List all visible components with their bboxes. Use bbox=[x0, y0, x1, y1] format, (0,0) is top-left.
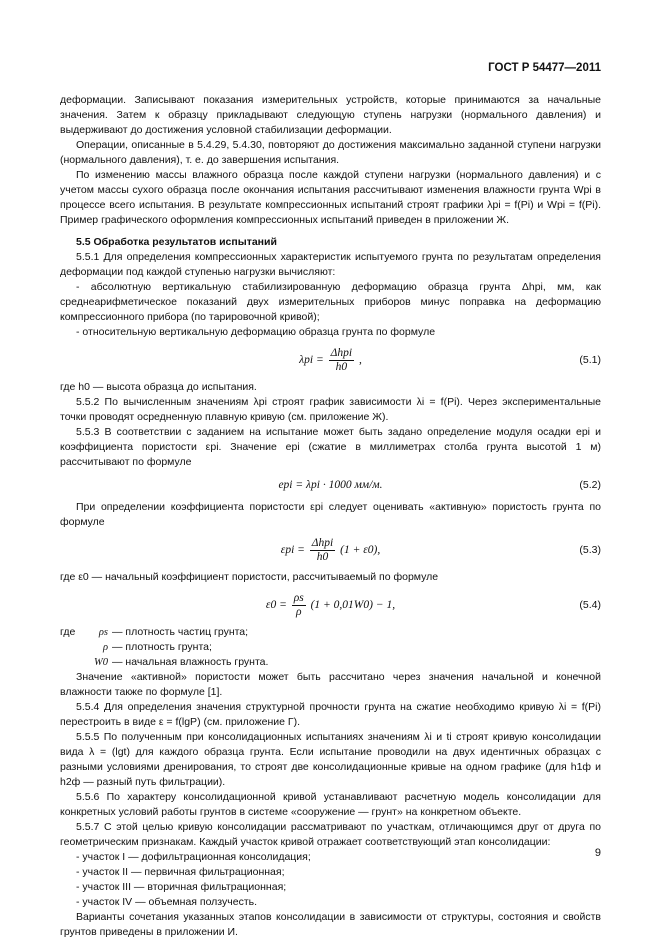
list-item: - участок II — первичная фильтрационная; bbox=[76, 866, 285, 878]
paragraph-5-5-5: 5.5.5 По полученным при консолидационных испытаниях значениям λi и ti строят кривую консолидации вида λ = (lgt) для каждого образца грунта. Если испытание проводили на двух идентичных образцах с разными условиями дренирования, то строят две консолидационные кривые на одном графике (для h1ф и h2ф — разный путь фильтрации). bbox=[60, 731, 601, 788]
paragraph-5-5-7: 5.5.7 С этой целью кривую консолидации рассматривают по участкам, отличающимся друг от друга по геометрическим признакам. Каждый участок кривой отражает соответствующий этап консолидации: bbox=[60, 821, 601, 848]
paragraph-5-5-6: 5.5.6 По характеру консолидационной кривой устанавливают расчетную модель консолидации для конкретных условий работы грунтов в системе «сооружение — грунт» на конкретном объекте. bbox=[60, 791, 601, 818]
list-item: - участок I — дофильтрационная консолидация; bbox=[76, 851, 311, 863]
paragraph: деформации. Записывают показания измерительных устройств, которые принимаются за начальные значения. Затем к образцу прикладывают следующую ступень нагрузки (нормального давления) и выдерживают до достижения условной стабилизации деформации. bbox=[60, 94, 601, 136]
paragraph-5-5-1: 5.5.1 Для определения компрессионных характеристик испытуемого грунта по результатам определения деформации под каждой ступенью нагрузки вычисляют: bbox=[60, 251, 601, 278]
list-item: - участок IV — объемная ползучесть. bbox=[76, 896, 258, 908]
formula-number: (5.1) bbox=[579, 354, 601, 366]
formula-lhs: λpi = bbox=[299, 354, 324, 366]
list-item: - абсолютную вертикальную стабилизированную деформацию образца грунта Δhpi, мм, как среднеарифметическое показаний двух измерительных приборов минус поправка на деформацию компрессионного прибора (по тарировочной кривой); bbox=[60, 281, 601, 323]
paragraph-5-5-3: 5.5.3 В соответствии с заданием на испытание может быть задано определение модуля осадки epi и коэффициента пористости εpi. Значение epi (сжатие в миллиметрах столба грунта высотой 1 м) рассчитывают по формуле bbox=[60, 426, 601, 468]
fraction: $\frac{\rho s}{\rho}$ bbox=[293, 591, 304, 618]
formula-number: (5.3) bbox=[579, 544, 601, 556]
paragraph: Операции, описанные в 5.4.29, 5.4.30, повторяют до достижения максимально заданной ступени нагрузки (нормального давления), т. е. до завершения испытания. bbox=[60, 139, 601, 166]
formula-5-3: εpi = $\frac{\text{Δhpi}}{h0}$ (1 + ε0), (5.3) bbox=[60, 533, 601, 567]
list-item: W0 — начальная влажность грунта. bbox=[94, 656, 269, 668]
list-item: где ρs — плотность частиц грунта; bbox=[60, 626, 249, 638]
formula-5-2: epi = λpi · 1000 мм/м. (5.2) bbox=[60, 473, 601, 497]
list-item: - участок III — вторичная фильтрационная; bbox=[76, 881, 287, 893]
formula-5-1: λpi = $\frac{\text{Δhpi}}{h0}$ , (5.1) bbox=[60, 343, 601, 377]
list-item: - относительную вертикальную деформацию образца грунта по формуле bbox=[76, 326, 436, 338]
paragraph: Варианты сочетания указанных этапов консолидации в зависимости от структуры, состояния и свойств грунтов приведены в приложении И. bbox=[60, 911, 601, 938]
list-item: ρ — плотность грунта; bbox=[102, 641, 212, 653]
formula-5-4: ε0 = $\frac{\rho s}{\rho}$ (1 + 0,01W0) − 1, (5.4) bbox=[60, 588, 601, 622]
document-header: ГОСТ Р 54477—2011 bbox=[488, 62, 601, 74]
fraction: $\frac{\text{Δhpi}}{h0}$ bbox=[330, 346, 353, 373]
paragraph: Значение «активной» пористости может быть рассчитано через значения начальной и конечной влажности также по формуле [1]. bbox=[60, 671, 601, 698]
fraction: $\frac{\text{Δhpi}}{h0}$ bbox=[311, 536, 334, 563]
section-title: 5.5 Обработка результатов испытаний bbox=[76, 236, 277, 248]
paragraph: где h0 — высота образца до испытания. bbox=[60, 381, 257, 393]
symbol-list bbox=[60, 625, 601, 670]
page-content bbox=[60, 93, 601, 940]
paragraph-5-5-4: 5.5.4 Для определения значения структурной прочности грунта на сжатие необходимо кривую λi = f(Pi) перестроить в виде ε = f(lgP) (см. приложение Г). bbox=[60, 701, 601, 728]
paragraph: При определении коэффициента пористости εpi следует оценивать «активную» пористость грунта по формуле bbox=[60, 501, 601, 528]
paragraph: где ε0 — начальный коэффициент пористости, рассчитываемый по формуле bbox=[60, 571, 439, 583]
paragraph: По изменению массы влажного образца после каждой ступени нагрузки (нормального давления) и с учетом массы сухого образца после окончания испытания рассчитывают изменения влажности грунта Wpi в процессе всего испытания. В результате компрессионных испытаний строят графики λpi = f(Pi) и Wpi = f(Pi). Пример графического оформления компрессионных испытаний приведен в приложении Ж. bbox=[60, 169, 601, 226]
paragraph-5-5-2: 5.5.2 По вычисленным значениям λpi строят график зависимости λi = f(Pi). Через экспериментальные точки проводят осредненную плавную кривую (см. приложение Ж). bbox=[60, 396, 601, 423]
page-number: 9 bbox=[594, 847, 601, 859]
formula-number: (5.4) bbox=[579, 599, 601, 611]
formula-number: (5.2) bbox=[579, 479, 601, 491]
